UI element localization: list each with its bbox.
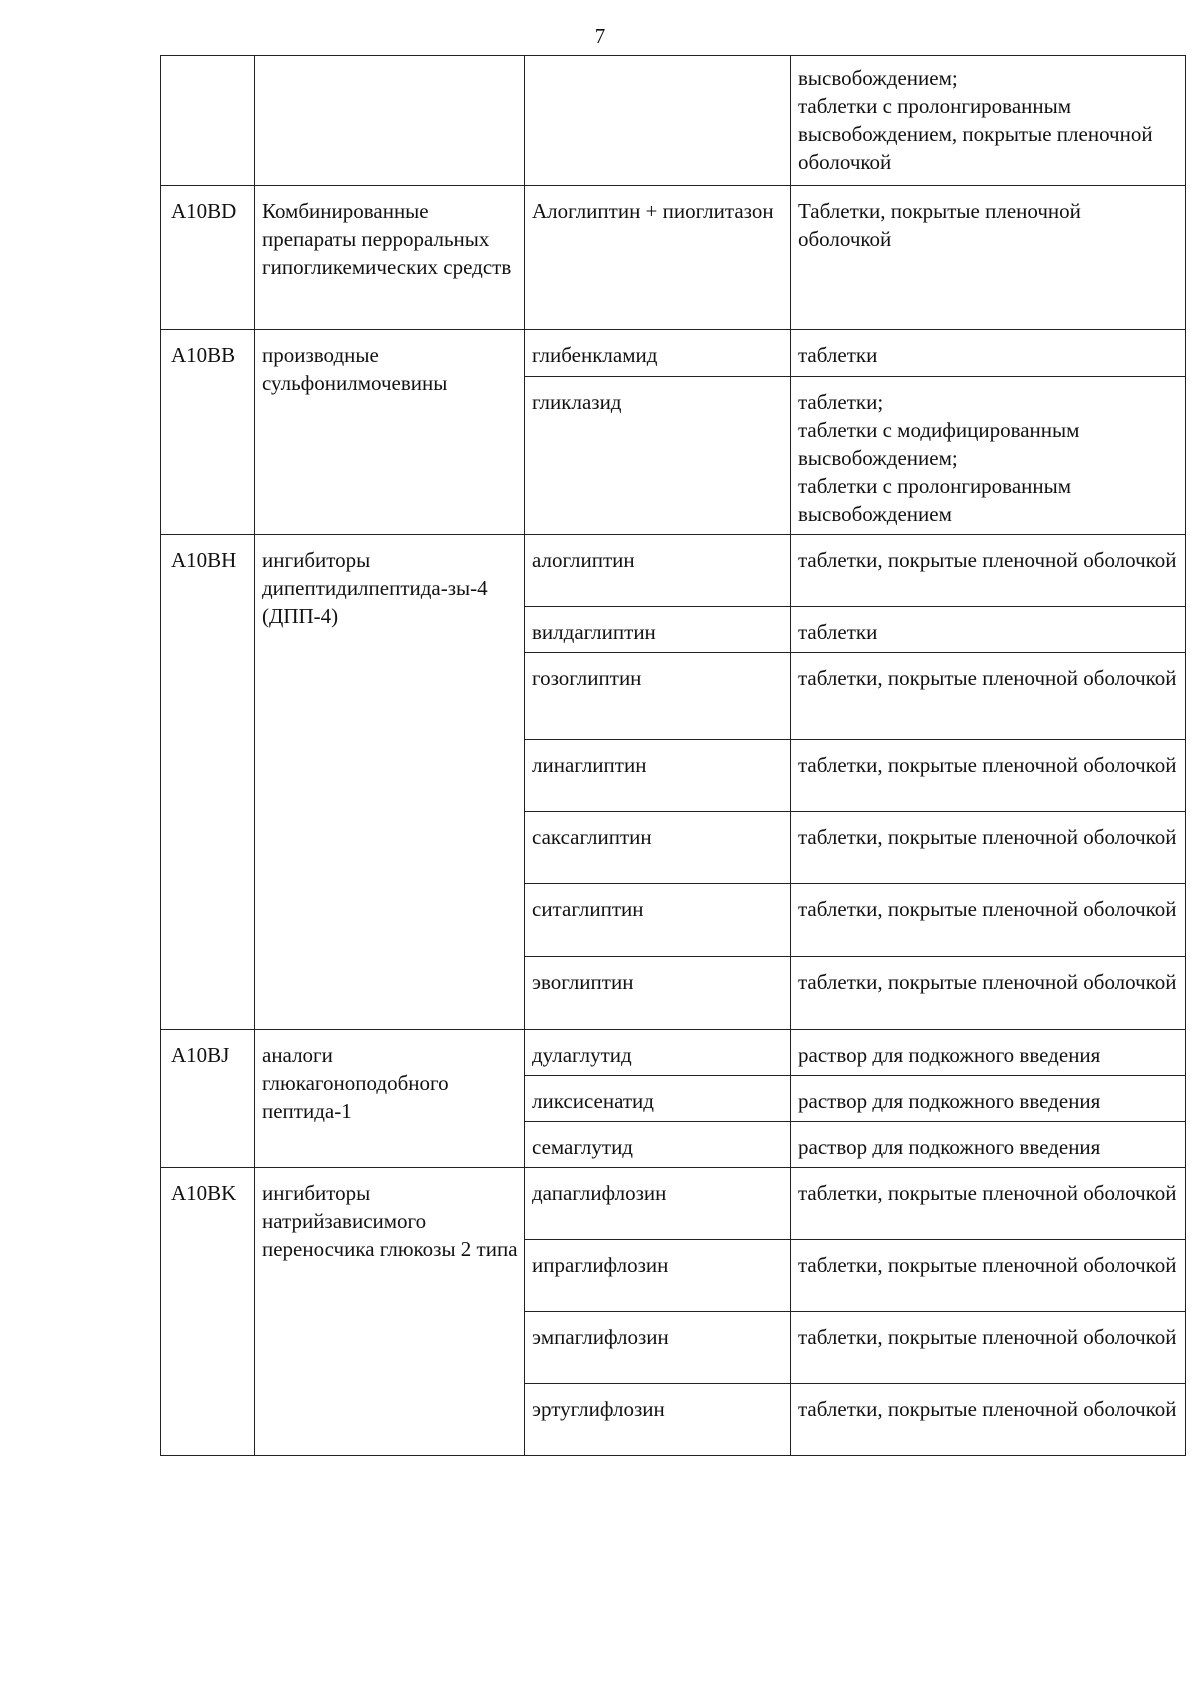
table-row xyxy=(161,186,1186,330)
group-name-cell: производные сульфонилмочевины xyxy=(255,330,525,535)
drug-name-cell: гозоглиптин xyxy=(525,653,791,740)
dosage-form-cell: таблетки, покрытые пленочной оболочкой xyxy=(791,812,1186,884)
dosage-form-cell: таблетки, покрытые пленочной оболочкой xyxy=(791,1312,1186,1384)
group-code-cell: A10BJ xyxy=(161,1030,255,1168)
drug-name-cell: линаглиптин xyxy=(525,740,791,812)
table-row xyxy=(161,56,1186,186)
drug-name-cell: семаглутид xyxy=(525,1122,791,1168)
drug-name-cell: ситаглиптин xyxy=(525,884,791,957)
form-cell xyxy=(791,56,1186,186)
drug-name-cell: вилдаглиптин xyxy=(525,607,791,653)
group-code-cell: A10BB xyxy=(161,330,255,535)
drug-name-cell: алоглиптин xyxy=(525,535,791,607)
group-code-cell: A10BD xyxy=(161,186,255,330)
dosage-form-cell: раствор для подкожного введения xyxy=(791,1030,1186,1076)
dosage-form-cell: таблетки xyxy=(791,607,1186,653)
dosage-form-cell: таблетки, покрытые пленочной оболочкой xyxy=(791,740,1186,812)
drug-name-cell: эртуглифлозин xyxy=(525,1384,791,1456)
group-name-cell: ингибиторы дипептидилпептида-зы-4 (ДПП-4) xyxy=(255,535,525,1030)
table-row xyxy=(161,330,1186,377)
dosage-form-cell: таблетки xyxy=(791,330,1186,377)
dosage-form-cell: таблетки, покрытые пленочной оболочкой xyxy=(791,1168,1186,1240)
form-text: высвобождением; таблетки с пролонгированным высвобождением, покрытые пленочной оболочкой xyxy=(798,66,1153,174)
drug-table xyxy=(160,55,1186,1456)
dosage-form-cell: таблетки, покрытые пленочной оболочкой xyxy=(791,957,1186,1030)
group-name-cell: Комбинированные препараты перроральных гипогликемических средств xyxy=(255,186,525,330)
drug-name-cell: Алоглиптин + пиоглитазон xyxy=(525,186,791,330)
page-number: 7 xyxy=(594,24,606,48)
dosage-form-cell: таблетки, покрытые пленочной оболочкой xyxy=(791,1384,1186,1456)
dosage-form-cell: таблетки; таблетки с модифицированным высвобождением; таблетки с пролонгированным высвобождением xyxy=(791,377,1186,535)
group-code-cell: A10BH xyxy=(161,535,255,1030)
dosage-form-cell: раствор для подкожного введения xyxy=(791,1076,1186,1122)
drug-name-cell: дапаглифлозин xyxy=(525,1168,791,1240)
drug-name-cell: эмпаглифлозин xyxy=(525,1312,791,1384)
group-name-cell: ингибиторы натрийзависимого переносчика глюкозы 2 типа xyxy=(255,1168,525,1456)
dosage-form-cell: таблетки, покрытые пленочной оболочкой xyxy=(791,535,1186,607)
drug-cell xyxy=(525,56,791,186)
drug-name-cell: ликсисенатид xyxy=(525,1076,791,1122)
drug-name-cell: дулаглутид xyxy=(525,1030,791,1076)
drug-name-cell: саксаглиптин xyxy=(525,812,791,884)
dosage-form-cell: таблетки, покрытые пленочной оболочкой xyxy=(791,884,1186,957)
table-row xyxy=(161,1030,1186,1076)
group-name-cell: аналоги глюкагоноподобного пептида-1 xyxy=(255,1030,525,1168)
dosage-form-cell: таблетки, покрытые пленочной оболочкой xyxy=(791,1240,1186,1312)
table-row xyxy=(161,1168,1186,1240)
dosage-form-cell: Таблетки, покрытые пленочной оболочкой xyxy=(791,186,1186,330)
dosage-form-cell: таблетки, покрытые пленочной оболочкой xyxy=(791,653,1186,740)
group-code-cell: A10BK xyxy=(161,1168,255,1456)
table-row xyxy=(161,535,1186,607)
drug-name-cell: глибенкламид xyxy=(525,330,791,377)
group-name-cell xyxy=(255,56,525,186)
drug-name-cell: ипраглифлозин xyxy=(525,1240,791,1312)
dosage-form-cell: раствор для подкожного введения xyxy=(791,1122,1186,1168)
drug-name-cell: эвоглиптин xyxy=(525,957,791,1030)
code-cell xyxy=(161,56,255,186)
drug-name-cell: гликлазид xyxy=(525,377,791,535)
